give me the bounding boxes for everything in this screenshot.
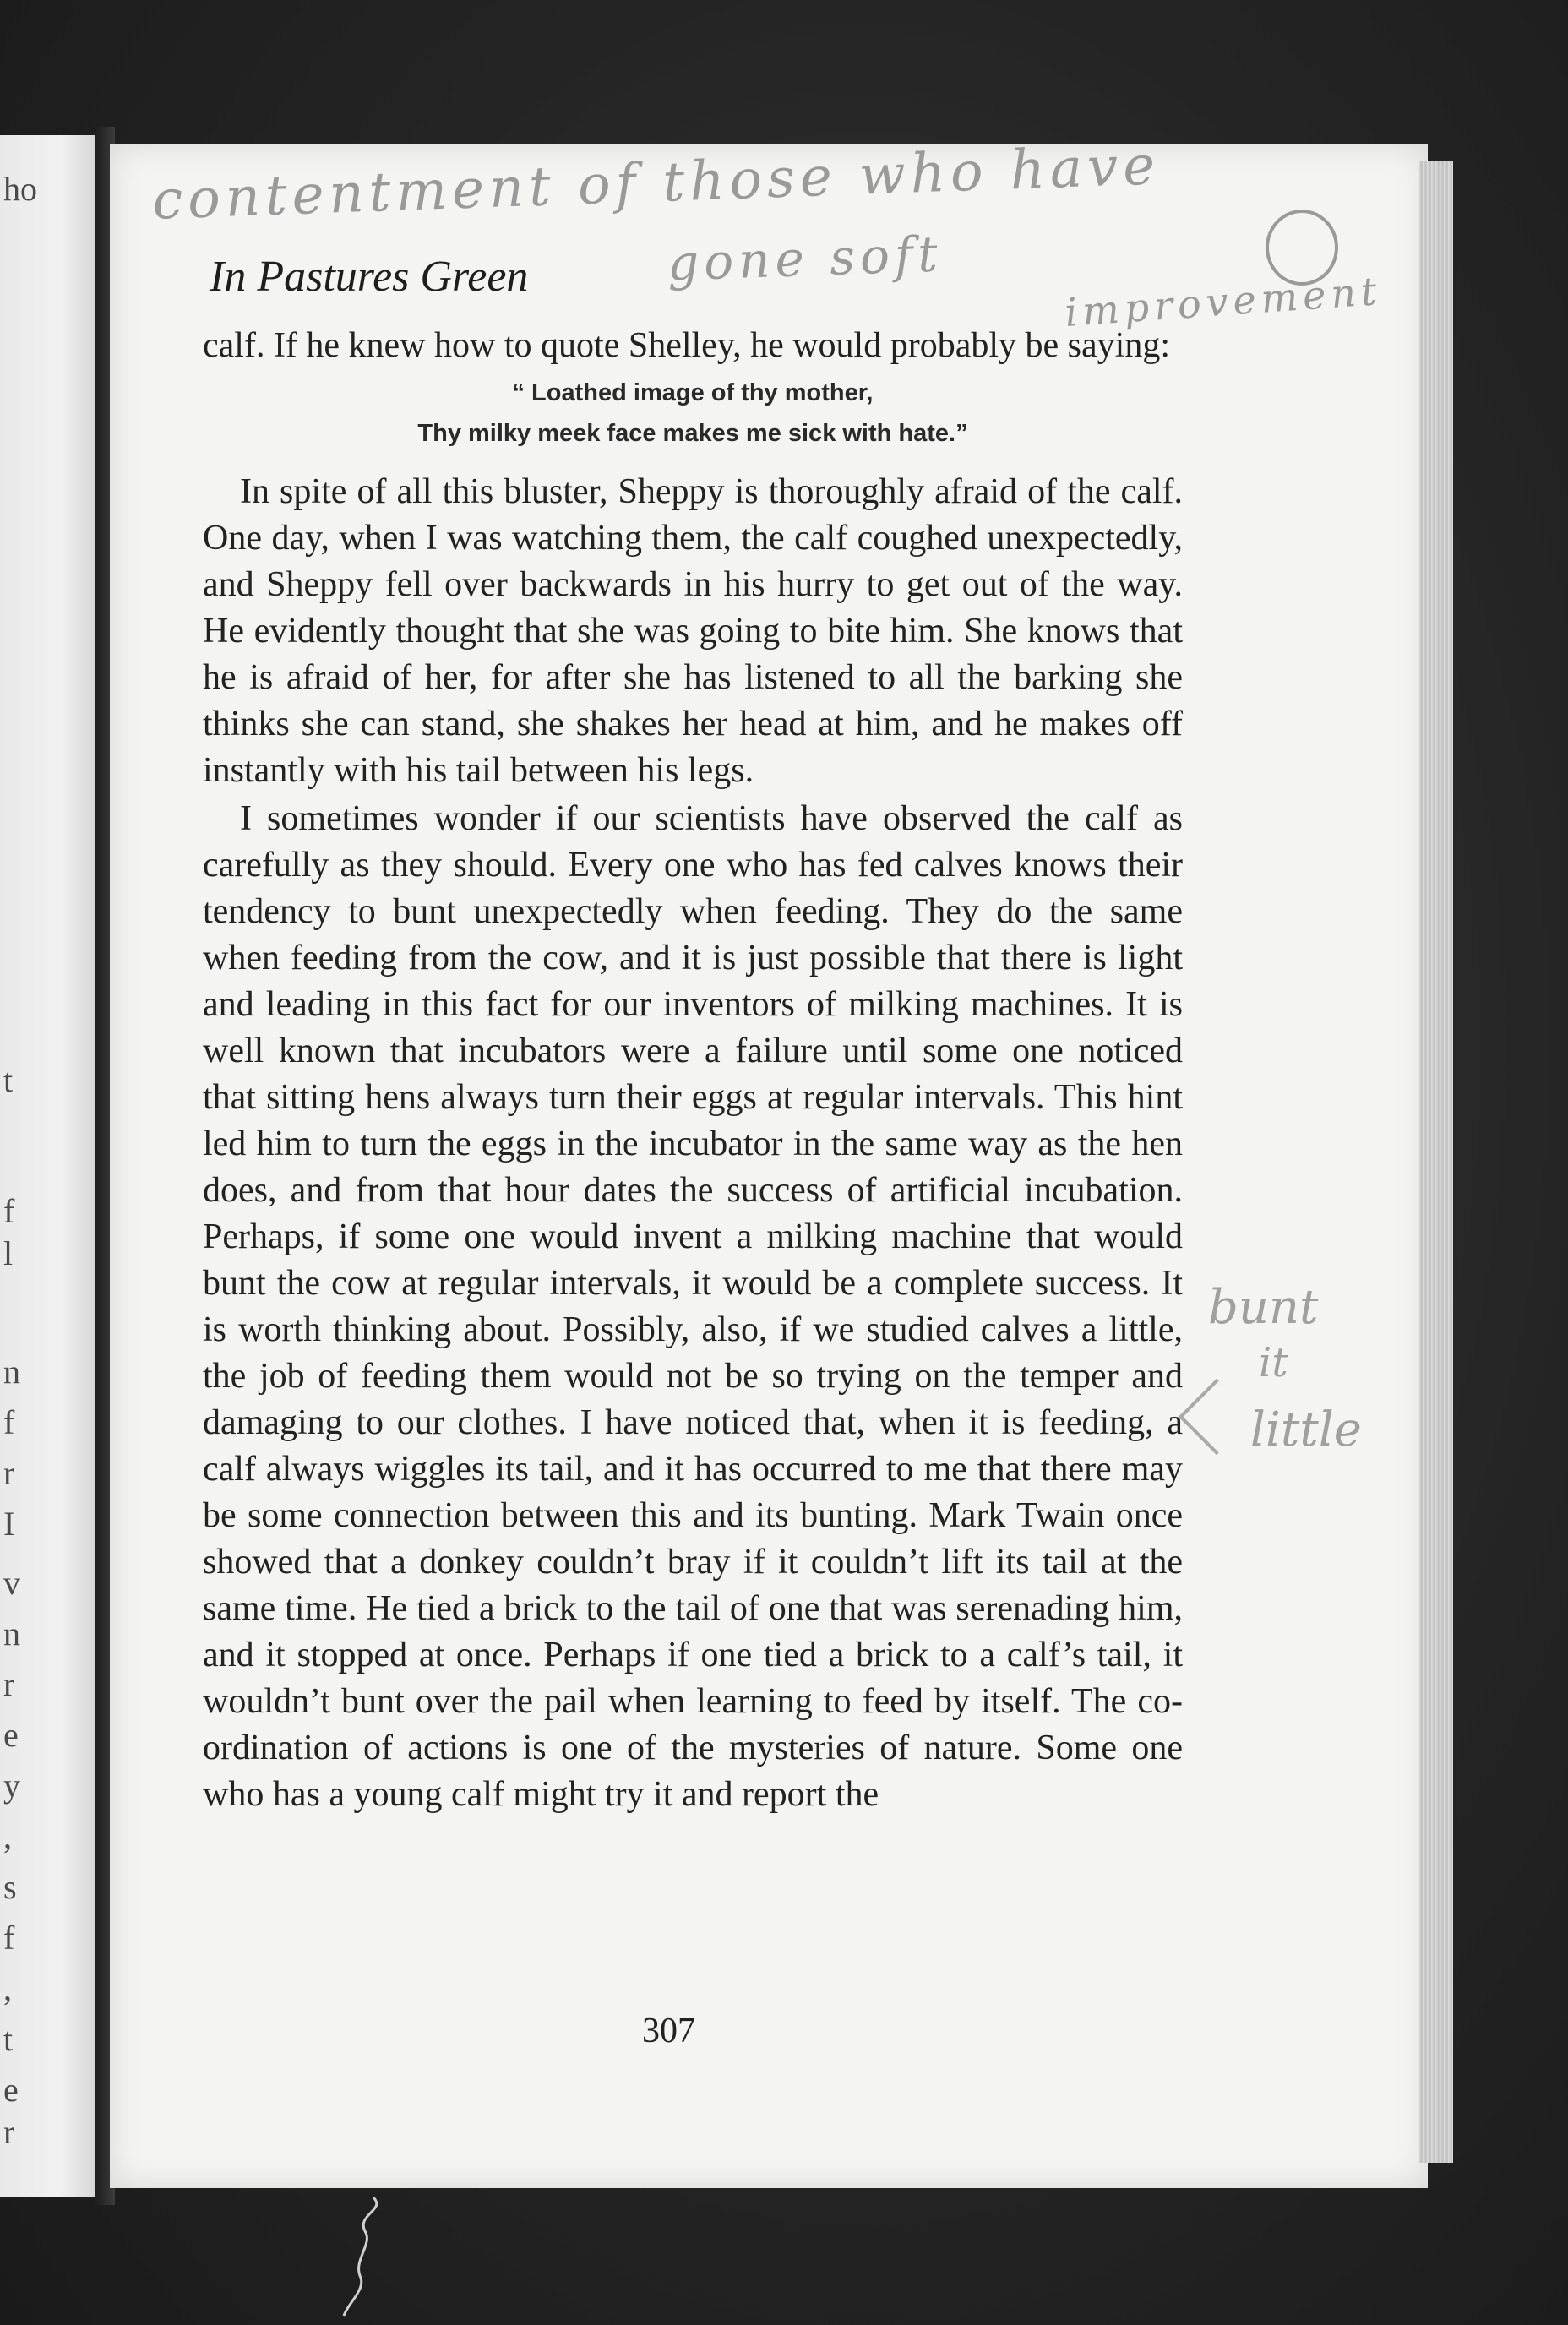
handwritten-annotation: gone soft (666, 225, 944, 292)
left-page-text: e (3, 1716, 19, 1754)
margin-annotation: bunt (1208, 1280, 1319, 1335)
left-page-text: f (3, 1403, 15, 1441)
left-page-text: v (3, 1564, 20, 1602)
left-page-text: , (3, 1969, 12, 2007)
left-page-text: s (3, 1868, 17, 1906)
opening-paragraph: calf. If he knew how to quote Shelley, he would probably be saying: (203, 326, 1170, 365)
left-page-text: r (3, 2113, 15, 2151)
left-page-text: e (3, 2071, 19, 2109)
left-page-text: f (3, 1192, 15, 1230)
left-page-text: y (3, 1767, 20, 1805)
page-number: 307 (642, 2012, 695, 2050)
handwritten-annotation: contentment of those who have (151, 134, 1162, 232)
paragraph: I sometimes wonder if our scientists have observed the calf as carefully as they should. Every one who has fed calves knows their tendency to bunt unexpectedly when feeding. They do the same when feeding from the cow, and it is just possible that there is light and leading in this fact for our inventors of milking machines. It is well known that incubators were a failure until some one noticed that sitting hens always turn their eggs at regular intervals. This hint led him to turn the eggs in the incubator in the same way as the hen does, and from that hour dates the success of artificial incubation. Perhaps, if some one would invent a milking machine that would bunt the cow at regular intervals, it would be a complete success. It is worth thinking about. Possibly, also, if we studied calves a little, the job of feeding them would not be so trying on the temper and damaging to our clothes. I have noticed that, when it is feeding, a calf always wiggles its tail, and it has occurred to me that there may be some connection between this and its bunting. Mark Twain once showed that a donkey couldn’t bray if it couldn’t lift its tail at the same time. He tied a brick to the tail of one that was serenading him, and it stopped at once. Perhaps if one tied a brick to a calf’s tail, it wouldn’t bunt over the pail when learning to feed by itself. The co-ordination of actions is one of the mysteries of nature. Some one who has a young calf might try it and report the (203, 799, 1183, 1814)
paragraph: In spite of all this bluster, Sheppy is thoroughly afraid of the calf. One day, when I was watching them, the calf coughed unexpectedly, and Sheppy fell over backwards in his hurry to get out of the way. He evidently thought that she was going to bite him. She knows that he is afraid of her, for after she has listened to all the barking she thinks she can stand, she shakes her head at him, and he makes off instantly with his tail between his legs. (203, 472, 1183, 790)
margin-annotation: little (1250, 1402, 1362, 1457)
margin-annotation: it (1259, 1339, 1288, 1386)
left-page-text: f (3, 1919, 15, 1957)
running-head: In Pastures Green (210, 253, 529, 301)
left-page-text: r (3, 1454, 15, 1492)
left-page-text: ho (3, 170, 37, 208)
shelley-quote (203, 373, 1183, 454)
circled-mark (1266, 210, 1338, 286)
left-page-text: t (3, 2020, 14, 2058)
quote-line: Thy milky meek face makes me sick with hate.” (417, 420, 968, 447)
left-page-text: t (3, 1061, 14, 1099)
left-page-text: n (3, 1614, 20, 1653)
left-page-text: l (3, 1234, 14, 1272)
left-page-text: r (3, 1665, 15, 1703)
left-page-text: n (3, 1353, 20, 1391)
handwritten-annotation: improvement (1063, 267, 1384, 336)
page-edge (1419, 161, 1453, 2163)
left-page-text: I (3, 1505, 15, 1543)
pencil-squiggle (340, 2193, 390, 2320)
left-page-text: , (3, 1817, 12, 1855)
quote-line: “ Loathed image of thy mother, (512, 379, 874, 406)
left-page-fragment (0, 135, 101, 2197)
body-text (203, 323, 1183, 1818)
